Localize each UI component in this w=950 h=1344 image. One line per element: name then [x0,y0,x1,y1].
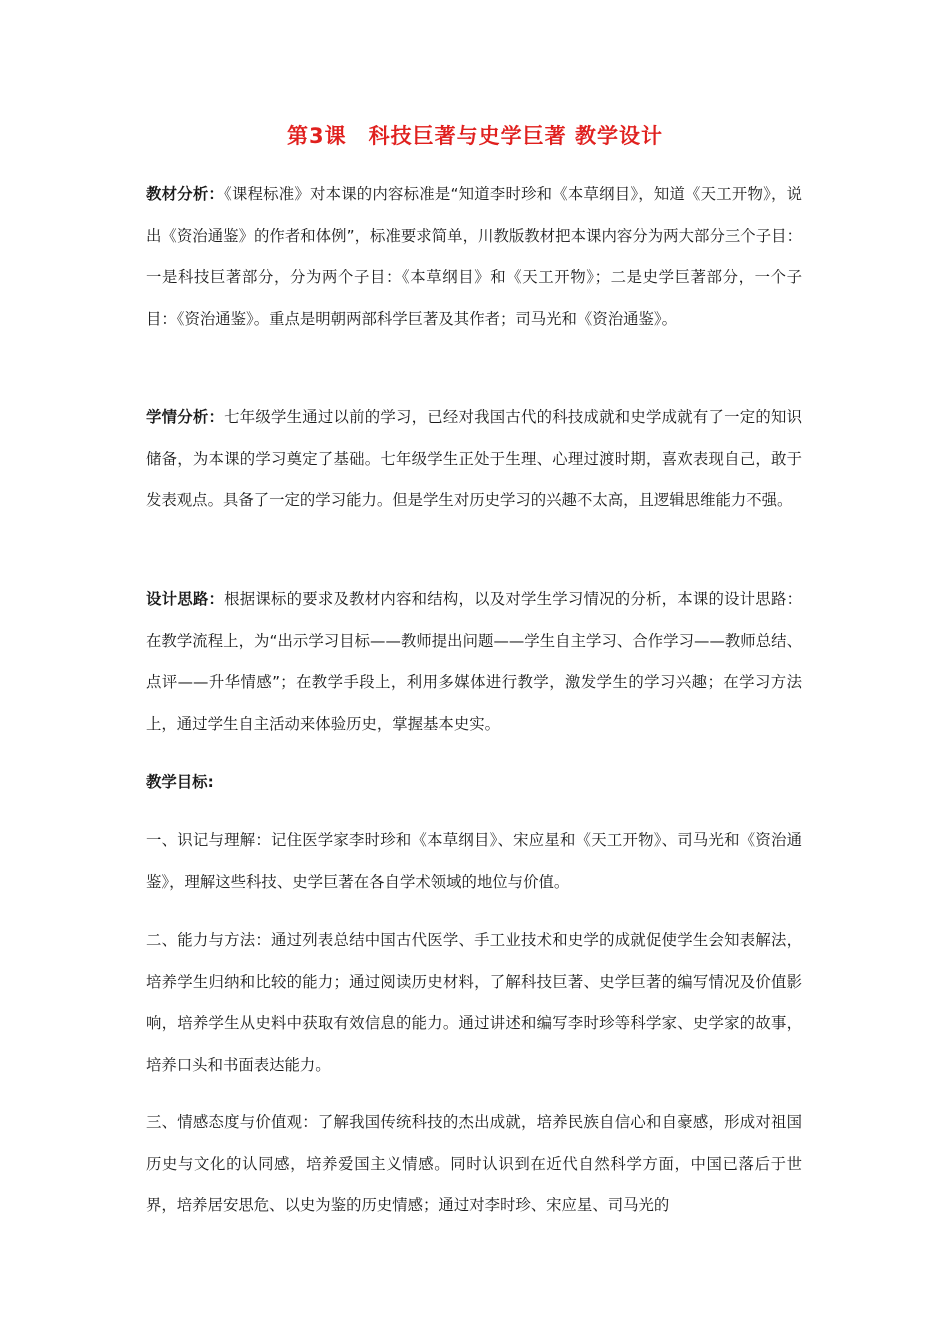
student-analysis-text: 七年级学生通过以前的学习，已经对我国古代的科技成就和史学成就有了一定的知识储备，为本课的学习奠定了基础。七年级学生正处于生理、心理过渡时期，喜欢表现自己，敢于发表观点。具备了一定的学习能力。但是学生对历史学习的兴趣不太高，且逻辑思维能力不强。 [146,408,802,509]
textbook-analysis-paragraph [146,174,802,340]
design-idea-paragraph [146,579,802,745]
objective-item: 一、识记与理解：记住医学家李时珍和《本草纲目》、宋应星和《天工开物》、司马光和《资治通鉴》，理解这些科技、史学巨著在各自学术领域的地位与价值。 [146,831,802,891]
textbook-analysis-label: 教材分析： [146,185,225,203]
objective-item: 二、能力与方法：通过列表总结中国古代医学、手工业技术和史学的成就促使学生会知表解法，培养学生归纳和比较的能力；通过阅读历史材料，了解科技巨著、史学巨著的编写情况及价值影响，培养学生从史料中获取有效信息的能力。通过讲述和编写李时珍等科学家、史学家的故事，培养口头和书面表达能力。 [146,931,802,1074]
student-analysis-paragraph [146,397,802,522]
design-idea-text: 根据课标的要求及教材内容和结构，以及对学生学习情况的分析，本课的设计思路：在教学流程上，为“出示学习目标——教师提出问题——学生自主学习、合作学习——教师总结、点评——升华情感”；在教学手段上，利用多媒体进行教学，激发学生的学习兴趣；在学习方法上，通过学生自主活动来体验历史，掌握基本史实。 [146,590,802,733]
objectives-heading: 教学目标: [146,773,214,791]
design-idea-label: 设计思路： [146,590,225,608]
textbook-analysis-text: 《课程标准》对本课的内容标准是“知道李时珍和《本草纲目》，知道《天工开物》，说出《资治通鉴》的作者和体例”，标准要求简单，川教版教材把本课内容分为两大部分三个子目：一是科技巨著部分，分为两个子目：《本草纲目》和《天工开物》；二是史学巨著部分，一个子目：《资治通鉴》。重点是明朝两部科学巨著及其作者；司马光和《资治通鉴》。 [146,185,802,328]
document-title: 第3课 科技巨著与史学巨著 教学设计 [287,124,663,148]
objective-item: 三、情感态度与价值观：了解我国传统科技的杰出成就，培养民族自信心和自豪感，形成对祖国历史与文化的认同感，培养爱国主义情感。同时认识到在近代自然科学方面，中国已落后于世界，培养居安思危、以史为鉴的历史情感；通过对李时珍、宋应星、司马光的 [146,1113,802,1214]
student-analysis-label: 学情分析： [146,408,225,426]
